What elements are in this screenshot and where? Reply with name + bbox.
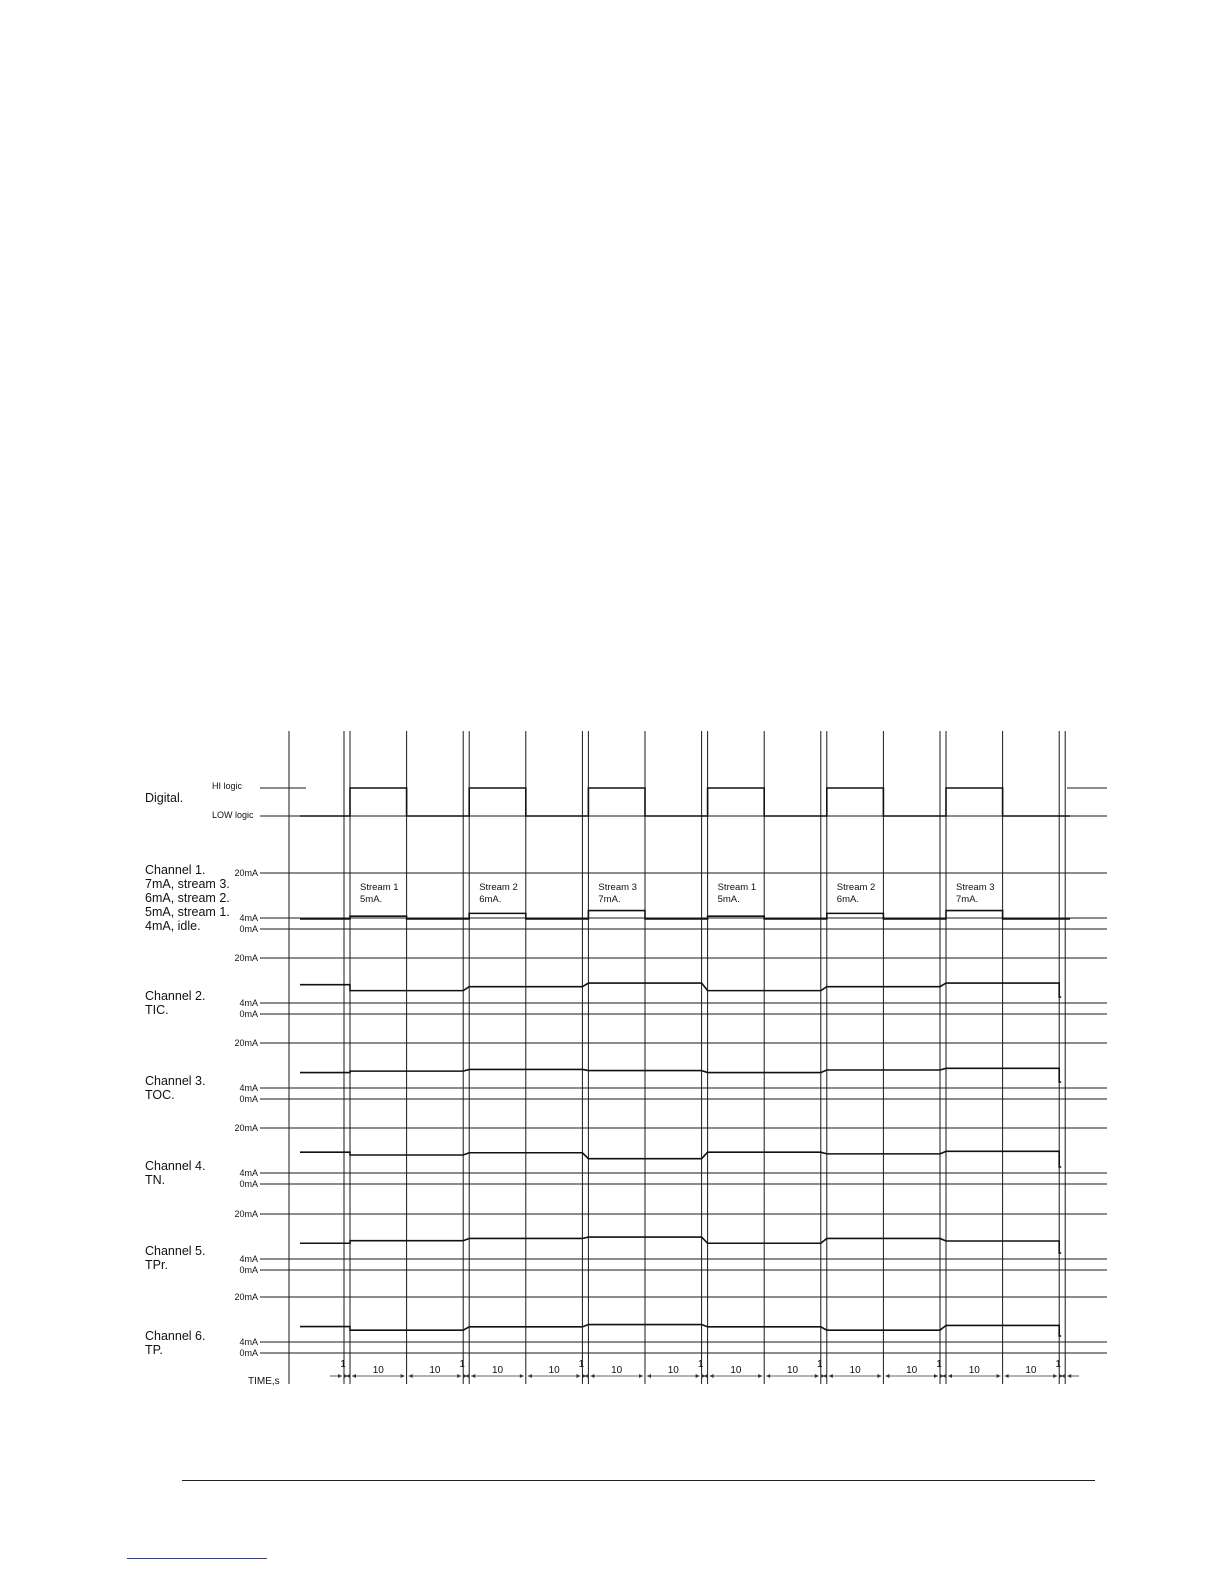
vertical-gridlines <box>289 731 1065 1384</box>
time-arrow-end-10 <box>758 1374 762 1378</box>
time-arrow-start-16 <box>948 1374 952 1378</box>
time-arrow-end-3 <box>463 1374 467 1378</box>
channel5-label-line-2: TPr. <box>145 1258 168 1272</box>
time-arrow-end-9 <box>702 1374 706 1378</box>
channel1-stream-name-1: Stream 2 <box>479 882 518 893</box>
time-arrow-end-13 <box>877 1374 881 1378</box>
channel6-label-line-1: Channel 6. <box>145 1329 206 1343</box>
channel4-label-line-1: Channel 4. <box>145 1159 206 1173</box>
channel3-4ma-label: 4mA <box>239 1083 258 1093</box>
channel4-20ma-label: 20mA <box>234 1123 258 1133</box>
time-arrow-start-13 <box>829 1374 833 1378</box>
channel2-4ma-label: 4mA <box>239 998 258 1008</box>
digital-hi-label: HI logic <box>212 781 243 791</box>
channel1-stream-name-3: Stream 1 <box>717 882 757 893</box>
channel5-label-line-1: Channel 5. <box>145 1244 206 1258</box>
channel4-signal <box>300 1151 1061 1167</box>
channel2-0ma-label: 0mA <box>239 1009 258 1019</box>
channel6-label-line-2: TP. <box>145 1343 163 1357</box>
time-arrow-start-1 <box>352 1374 356 1378</box>
time-duration-14: 10 <box>906 1365 918 1376</box>
time-duration-5: 10 <box>548 1365 560 1376</box>
channel1-4ma-label: 4mA <box>239 913 258 923</box>
time-duration-17: 10 <box>1025 1365 1037 1376</box>
time-arrow-start-7 <box>590 1374 594 1378</box>
channel6-4ma-label: 4mA <box>239 1337 258 1347</box>
channel1-0ma-label: 0mA <box>239 924 258 934</box>
channel3-20ma-label: 20mA <box>234 1038 258 1048</box>
time-arrow-end-14 <box>934 1374 938 1378</box>
time-duration-10: 10 <box>730 1365 742 1376</box>
channel4-label-line-2: TN. <box>145 1173 166 1187</box>
time-axis-label: TIME,s <box>248 1376 280 1387</box>
time-arrow-start-10 <box>710 1374 714 1378</box>
channel1-label-line-5: 4mA, idle. <box>145 919 201 933</box>
time-arrow-end-4 <box>520 1374 524 1378</box>
time-lead-right-arrow <box>1067 1374 1071 1378</box>
channel6-0ma-label: 0mA <box>239 1348 258 1358</box>
time-arrow-end-17 <box>1053 1374 1057 1378</box>
time-duration-11: 10 <box>786 1365 799 1376</box>
time-arrow-start-14 <box>885 1374 889 1378</box>
channel1-stream-value-2: 7mA. <box>598 894 621 905</box>
channel2-20ma-label: 20mA <box>234 953 258 963</box>
channel1-label-line-1: Channel 1. <box>145 863 206 877</box>
channel1-stream-value-3: 5mA. <box>717 894 740 905</box>
time-arrow-start-5 <box>528 1374 532 1378</box>
channel2-label-line-2: TIC. <box>145 1003 169 1017</box>
channel5-20ma-label: 20mA <box>234 1209 258 1219</box>
channel3-label-line-1: Channel 3. <box>145 1074 206 1088</box>
channel1-label-line-3: 6mA, stream 2. <box>145 891 230 905</box>
time-duration-4: 10 <box>491 1365 504 1376</box>
time-arrow-end-6 <box>582 1374 586 1378</box>
digital-signal <box>300 788 1070 816</box>
channel1-label-line-2: 7mA, stream 3. <box>145 877 230 891</box>
footer-link-underline[interactable] <box>127 1558 267 1559</box>
time-arrow-end-0 <box>344 1374 348 1378</box>
footer-rule <box>182 1480 1095 1481</box>
channel1-label-line-4: 5mA, stream 1. <box>145 905 230 919</box>
channel4-4ma-label: 4mA <box>239 1168 258 1178</box>
time-axis <box>248 1359 1079 1387</box>
channel1-stream-name-4: Stream 2 <box>836 882 876 893</box>
time-duration-12: 1 <box>817 1359 823 1370</box>
channel5-0ma-label: 0mA <box>239 1265 258 1275</box>
channel5-4ma-label: 4mA <box>239 1254 258 1264</box>
time-duration-1: 10 <box>372 1365 384 1376</box>
time-duration-15: 1 <box>936 1359 942 1370</box>
time-duration-9: 1 <box>697 1359 704 1370</box>
time-duration-0: 1 <box>340 1359 346 1370</box>
time-arrow-end-8 <box>696 1374 700 1378</box>
channel2-label-line-1: Channel 2. <box>145 989 206 1003</box>
time-arrow-start-8 <box>647 1374 651 1378</box>
channel3-label-line-2: TOC. <box>145 1088 175 1102</box>
channel3-0ma-label: 0mA <box>239 1094 258 1104</box>
channel6-signal <box>300 1325 1061 1336</box>
time-lead-left-arrow <box>338 1374 342 1378</box>
time-duration-18: 1 <box>1055 1359 1061 1370</box>
time-arrow-start-2 <box>409 1374 413 1378</box>
time-arrow-end-1 <box>401 1374 405 1378</box>
channel5-signal <box>300 1237 1061 1253</box>
time-arrow-end-7 <box>639 1374 643 1378</box>
channel3-signal <box>300 1068 1061 1082</box>
time-duration-6: 1 <box>578 1359 585 1370</box>
channel1-stream-value-5: 7mA. <box>956 894 979 905</box>
time-duration-2: 10 <box>429 1365 441 1376</box>
time-arrow-end-5 <box>576 1374 580 1378</box>
channel2-signal <box>300 983 1061 997</box>
time-duration-3: 1 <box>459 1359 465 1370</box>
channel1-stream-value-0: 5mA. <box>360 894 383 905</box>
time-arrow-end-16 <box>997 1374 1001 1378</box>
channel1-stream-value-1: 6mA. <box>479 894 502 905</box>
time-arrow-end-2 <box>457 1374 461 1378</box>
time-arrow-start-17 <box>1005 1374 1009 1378</box>
time-arrow-end-11 <box>815 1374 819 1378</box>
channel1-stream-name-2: Stream 3 <box>598 882 637 893</box>
time-arrow-end-12 <box>821 1374 825 1378</box>
time-arrow-start-11 <box>766 1374 770 1378</box>
time-arrow-end-15 <box>940 1374 944 1378</box>
digital-low-label: LOW logic <box>212 810 254 820</box>
time-duration-8: 10 <box>667 1365 679 1376</box>
channel6-20ma-label: 20mA <box>234 1292 258 1302</box>
channel1-stream-name-5: Stream 3 <box>956 882 995 893</box>
channel1-stream-value-4: 6mA. <box>836 894 859 905</box>
time-arrow-start-4 <box>471 1374 475 1378</box>
channel1-20ma-label: 20mA <box>234 868 258 878</box>
time-duration-7: 10 <box>611 1365 623 1376</box>
digital-label: Digital. <box>145 791 184 805</box>
time-duration-16: 10 <box>968 1365 980 1376</box>
time-duration-13: 10 <box>849 1365 861 1376</box>
channel4-0ma-label: 0mA <box>239 1179 258 1189</box>
channel1-stream-name-0: Stream 1 <box>360 882 399 893</box>
time-arrow-end-18 <box>1059 1374 1063 1378</box>
